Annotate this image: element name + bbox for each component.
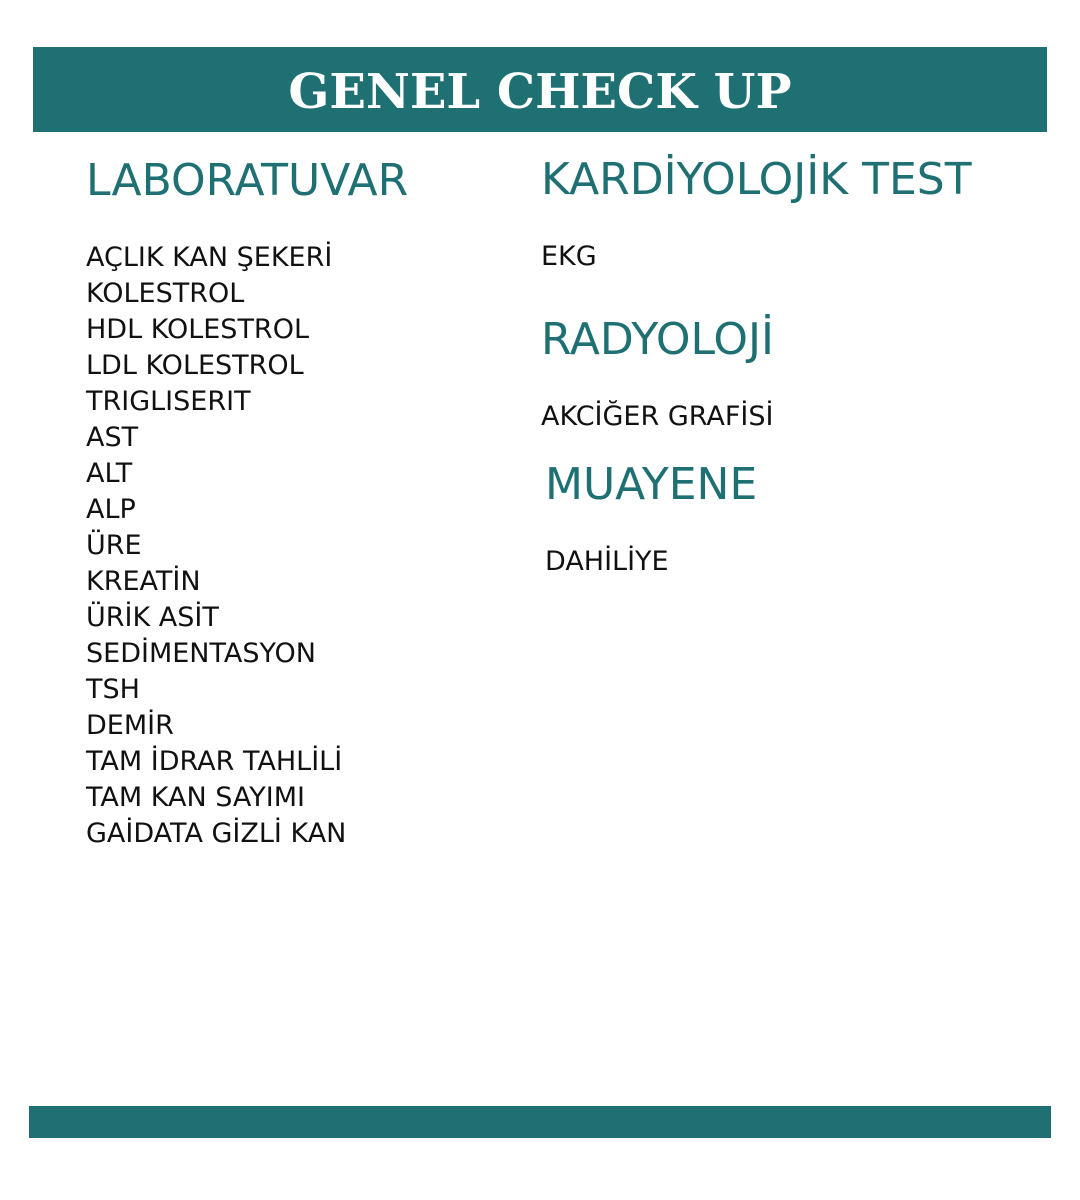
laboratory-list <box>86 240 346 852</box>
list-item: ÜRİK ASİT <box>86 602 219 633</box>
list-item: TSH <box>86 674 140 705</box>
list-item: GAİDATA GİZLİ KAN <box>86 818 347 849</box>
radiology-list <box>541 399 774 435</box>
examination-list <box>545 544 669 580</box>
list-item: AÇLIK KAN ŞEKERİ <box>86 242 333 273</box>
examination-heading: MUAYENE <box>545 459 758 510</box>
list-item: AKCİĞER GRAFİSİ <box>541 401 774 432</box>
laboratory-heading: LABORATUVAR <box>86 155 409 206</box>
list-item: KREATİN <box>86 566 201 597</box>
cardiology-list <box>541 239 597 275</box>
list-item: DAHİLİYE <box>545 546 669 577</box>
title-banner <box>33 47 1047 132</box>
list-item: SEDİMENTASYON <box>86 638 316 669</box>
page-title: GENEL CHECK UP <box>288 63 792 120</box>
list-item: TAM KAN SAYIMI <box>86 782 305 813</box>
list-item: AST <box>86 422 139 453</box>
list-item: DEMİR <box>86 710 174 741</box>
list-item: EKG <box>541 241 597 272</box>
list-item: ALT <box>86 458 133 489</box>
list-item: TRIGLISERIT <box>86 386 251 417</box>
list-item: TAM İDRAR TAHLİLİ <box>86 746 343 777</box>
list-item: ÜRE <box>86 530 142 561</box>
list-item: ALP <box>86 494 136 525</box>
cardiology-heading: KARDİYOLOJİK TEST <box>541 154 972 205</box>
list-item: KOLESTROL <box>86 278 245 309</box>
radiology-heading: RADYOLOJİ <box>541 314 774 365</box>
footer-bar <box>29 1106 1051 1138</box>
list-item: LDL KOLESTROL <box>86 350 304 381</box>
list-item: HDL KOLESTROL <box>86 314 309 345</box>
